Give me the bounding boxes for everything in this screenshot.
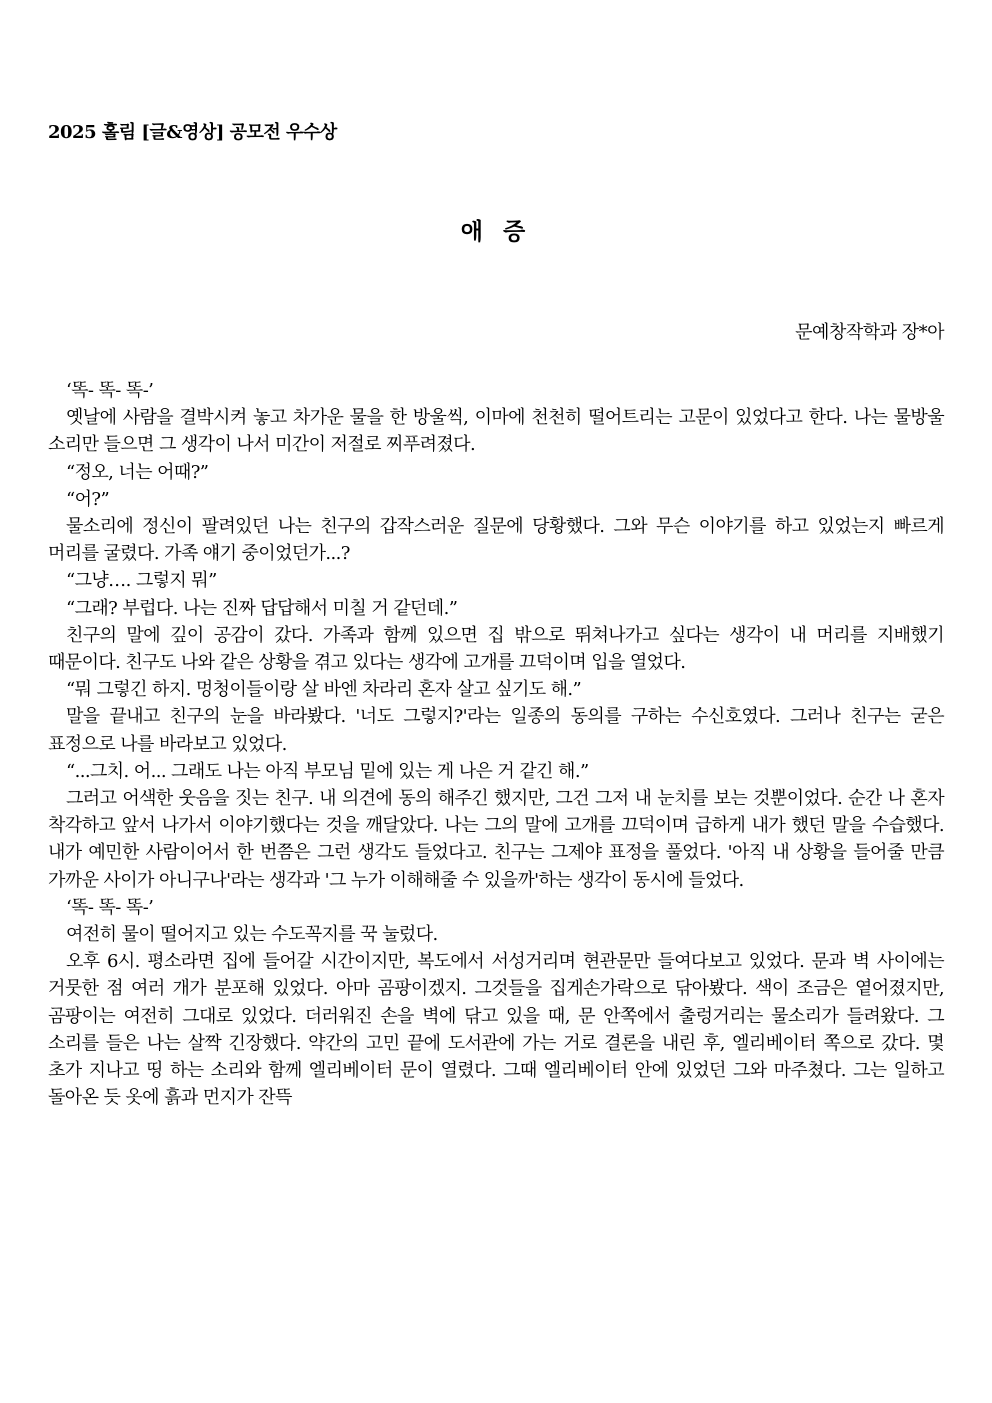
- paragraph: 오후 6시. 평소라면 집에 들어갈 시간이지만, 복도에서 서성거리며 현관문만 들여다보고 있었다. 문과 벽 사이에는 거뭇한 점 여러 개가 분포해 있었다. 아마 곰팡이겠지. 그것들을 집게손가락으로 닦아봤다. 색이 조금은 옅어졌지만, 곰팡이는 여전히 그대로 있었다. 더러워진 손을 벽에 닦고 있을 때, 문 안쪽에서 출렁거리는 물소리가 들려왔다. 그 소리를 들은 나는 살짝 긴장했다. 약간의 고민 끝에 도서관에 가는 거로 결론을 내린 후, 엘리베이터 쪽으로 갔다. 몇 초가 지나고 띵 하는 소리와 함께 엘리베이터 문이 열렸다. 그때 엘리베이터 안에 있었던 그와 마주쳤다. 그는 일하고 돌아온 듯 옷에 흙과 먼지가 잔뜩: [48, 951, 944, 1109]
- paragraph: ‘똑- 똑- 똑-’: [66, 380, 154, 401]
- paragraph: “어?”: [66, 488, 110, 510]
- paragraph: 물소리에 정신이 팔려있던 나는 친구의 갑작스러운 질문에 당황했다. 그와 무슨 이야기를 하고 있었는지 빠르게 머리를 굴렸다. 가족 얘기 중이었던가...?: [48, 516, 944, 565]
- paragraph: 말을 끝내고 친구의 눈을 바라봤다. '너도 그렇지?'라는 일종의 동의를 구하는 수신호였다. 그러나 친구는 굳은 표정으로 나를 바라보고 있었다.: [48, 706, 944, 755]
- paragraph: “...그치. 어... 그래도 나는 아직 부모님 밑에 있는 게 나은 거 같긴 해.”: [66, 760, 589, 782]
- paragraph: “그래? 부럽다. 나는 진짜 답답해서 미칠 거 같던데.”: [66, 597, 458, 619]
- paragraph: ‘똑- 똑- 똑-’: [66, 896, 154, 918]
- paragraph: “그냥…. 그렇지 뭐”: [66, 570, 217, 592]
- author-line: 문예창작학과 장*아: [795, 322, 944, 343]
- paragraph: 옛날에 사람을 결박시켜 놓고 차가운 물을 한 방울씩, 이마에 천천히 떨어트리는 고문이 있었다고 한다. 나는 물방울 소리만 들으면 그 생각이 나서 미간이 저절로 찌푸려졌다.: [48, 407, 944, 456]
- story-body: [48, 377, 944, 1111]
- paragraph: “뭐 그렇긴 하지. 멍청이들이랑 살 바엔 차라리 혼자 살고 싶기도 해.”: [66, 679, 582, 701]
- paragraph: 친구의 말에 깊이 공감이 갔다. 가족과 함께 있으면 집 밖으로 뛰쳐나가고 싶다는 생각이 내 머리를 지배했기 때문이다. 친구도 나와 같은 상황을 겪고 있다는 생각에 고개를 끄덕이며 입을 열었다.: [48, 624, 944, 674]
- paragraph: 그러고 어색한 웃음을 짓는 친구. 내 의견에 동의 해주긴 했지만, 그건 그저 내 눈치를 보는 것뿐이었다. 순간 나 혼자 착각하고 앞서 나가서 이야기했다는 것을 깨달았다. 나는 그의 말에 고개를 끄덕이며 급하게 내가 했던 말을 수습했다. 내가 예민한 사람이어서 한 번쯤은 그런 생각도 들었다고. 친구는 그제야 표정을 풀었다. '아직 내 상황을 들어줄 만큼 가까운 사이가 아니구나'라는 생각과 '그 누가 이해해줄 수 있을까'하는 생각이 동시에 들었다.: [48, 788, 944, 891]
- paragraph: “정오, 너는 어때?”: [66, 461, 209, 483]
- story-title: 애 증: [460, 218, 532, 245]
- paragraph: 여전히 물이 떨어지고 있는 수도꼭지를 꾹 눌렀다.: [66, 924, 438, 946]
- award-header: 2025 홀림 [글&영상] 공모전 우수상: [48, 122, 337, 143]
